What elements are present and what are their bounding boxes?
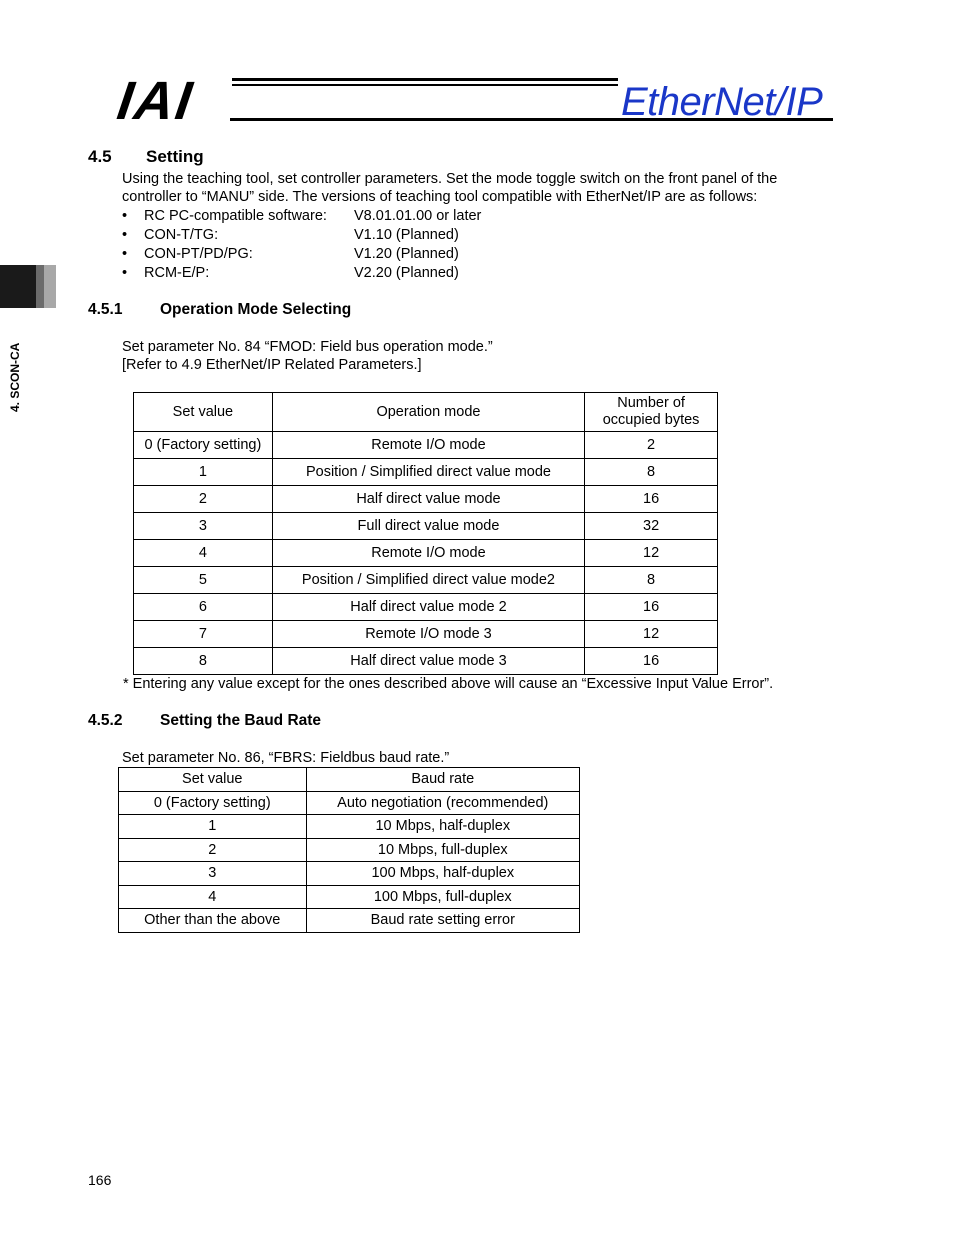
bullet-icon: • bbox=[122, 208, 128, 224]
subsection-title: Setting the Baud Rate bbox=[160, 712, 322, 729]
table-cell: 12 bbox=[585, 621, 718, 648]
table-cell: 2 bbox=[134, 486, 273, 513]
table-cell: Baud rate setting error bbox=[306, 909, 579, 933]
bullet-icon: • bbox=[122, 227, 128, 243]
tool-version: V2.20 (Planned) bbox=[354, 265, 459, 281]
column-header-line: Number of bbox=[617, 395, 685, 411]
table-cell: 3 bbox=[119, 862, 307, 886]
table-cell: 2 bbox=[119, 838, 307, 862]
tool-version: V1.20 (Planned) bbox=[354, 246, 459, 262]
bullet-icon: • bbox=[122, 246, 128, 262]
table-cell: 100 Mbps, full-duplex bbox=[306, 885, 579, 909]
table-cell: 8 bbox=[585, 459, 718, 486]
table-cell: 16 bbox=[585, 486, 718, 513]
table-row bbox=[119, 838, 580, 862]
table-cell: 7 bbox=[134, 621, 273, 648]
subsection-title: Operation Mode Selecting bbox=[160, 301, 352, 318]
table-cell: 1 bbox=[134, 459, 273, 486]
table-cell: 16 bbox=[585, 594, 718, 621]
tool-name: CON-T/TG: bbox=[144, 227, 219, 243]
tool-version: V1.10 (Planned) bbox=[354, 227, 459, 243]
table-cell: 1 bbox=[119, 815, 307, 839]
section-number: 4.5 bbox=[88, 147, 112, 166]
tool-name: RCM-E/P: bbox=[144, 265, 210, 281]
table-cell: 16 bbox=[585, 648, 718, 675]
chapter-tab-marker bbox=[0, 265, 36, 308]
table-cell: Full direct value mode bbox=[272, 513, 584, 540]
table-cell: Remote I/O mode bbox=[272, 540, 584, 567]
table-cell: 8 bbox=[134, 648, 273, 675]
column-header-line: occupied bytes bbox=[602, 412, 700, 428]
column-header: Set value bbox=[134, 393, 273, 432]
parameter-instruction: Set parameter No. 84 “FMOD: Field bus operation mode.” bbox=[122, 339, 493, 355]
chapter-tab-label: 4. SCON-CA bbox=[8, 342, 22, 412]
header-rule-top bbox=[232, 78, 618, 81]
page-number: 166 bbox=[88, 1172, 112, 1188]
table-row bbox=[134, 540, 718, 567]
table-cell: 32 bbox=[585, 513, 718, 540]
table-cell: Position / Simplified direct value mode2 bbox=[272, 567, 584, 594]
chapter-tab-shade bbox=[36, 265, 44, 308]
table-cell: Auto negotiation (recommended) bbox=[306, 791, 579, 815]
table-cell: 8 bbox=[585, 567, 718, 594]
table-cell: 10 Mbps, half-duplex bbox=[306, 815, 579, 839]
table-cell: 5 bbox=[134, 567, 273, 594]
table-cell: 3 bbox=[134, 513, 273, 540]
tool-name: CON-PT/PD/PG: bbox=[144, 246, 253, 262]
table-cell: Half direct value mode bbox=[272, 486, 584, 513]
table-cell: 10 Mbps, full-duplex bbox=[306, 838, 579, 862]
intro-line-1: Using the teaching tool, set controller parameters. Set the mode toggle switch on the front panel of the bbox=[122, 171, 778, 187]
intro-line-2: controller to “MANU” side. The versions of teaching tool compatible with EtherNet/IP are as follows: bbox=[122, 189, 758, 205]
table-row bbox=[119, 791, 580, 815]
iai-logo: IAI bbox=[113, 71, 198, 131]
subsection-number: 4.5.1 bbox=[88, 301, 123, 318]
table-row bbox=[134, 459, 718, 486]
header-rule-top-thin bbox=[232, 84, 618, 86]
parameter-instruction: Set parameter No. 86, “FBRS: Fieldbus baud rate.” bbox=[122, 750, 450, 766]
table-cell: 0 (Factory setting) bbox=[119, 791, 307, 815]
table-row bbox=[134, 486, 718, 513]
column-header: Operation mode bbox=[272, 393, 584, 432]
table-row bbox=[134, 621, 718, 648]
table-cell: 100 Mbps, half-duplex bbox=[306, 862, 579, 886]
table-row bbox=[119, 815, 580, 839]
table-header-row bbox=[119, 768, 580, 792]
table-row bbox=[119, 909, 580, 933]
tool-name: RC PC-compatible software: bbox=[144, 208, 327, 224]
subsection-number: 4.5.2 bbox=[88, 712, 123, 729]
table-row bbox=[119, 885, 580, 909]
table-row bbox=[134, 567, 718, 594]
table-footnote: * Entering any value except for the ones described above will cause an “Excessive Input Value Error”. bbox=[123, 676, 774, 692]
table-cell: Remote I/O mode 3 bbox=[272, 621, 584, 648]
table-cell: Half direct value mode 3 bbox=[272, 648, 584, 675]
table-cell: 0 (Factory setting) bbox=[134, 432, 273, 459]
table-cell: Half direct value mode 2 bbox=[272, 594, 584, 621]
table-cell: 6 bbox=[134, 594, 273, 621]
reference-note: [Refer to 4.9 EtherNet/IP Related Parameters.] bbox=[122, 357, 422, 373]
table-cell: Other than the above bbox=[119, 909, 307, 933]
table-cell: Remote I/O mode bbox=[272, 432, 584, 459]
table-row bbox=[134, 648, 718, 675]
table-row bbox=[119, 862, 580, 886]
table-cell: Position / Simplified direct value mode bbox=[272, 459, 584, 486]
table-cell: 2 bbox=[585, 432, 718, 459]
table-header-row bbox=[134, 393, 718, 432]
column-header: Set value bbox=[119, 768, 307, 792]
table-cell: 4 bbox=[134, 540, 273, 567]
table-cell: 12 bbox=[585, 540, 718, 567]
bullet-icon: • bbox=[122, 265, 128, 281]
ethernet-ip-logo: EtherNet/IP bbox=[621, 80, 823, 124]
table-row bbox=[134, 432, 718, 459]
column-header bbox=[585, 393, 718, 432]
chapter-tab-shade-light bbox=[44, 265, 56, 308]
table-row bbox=[134, 513, 718, 540]
column-header: Baud rate bbox=[306, 768, 579, 792]
table-cell: 4 bbox=[119, 885, 307, 909]
tool-version: V8.01.01.00 or later bbox=[354, 208, 482, 224]
operation-mode-table bbox=[133, 392, 718, 675]
section-title: Setting bbox=[146, 147, 204, 166]
table-row bbox=[134, 594, 718, 621]
baud-rate-table bbox=[118, 767, 580, 933]
